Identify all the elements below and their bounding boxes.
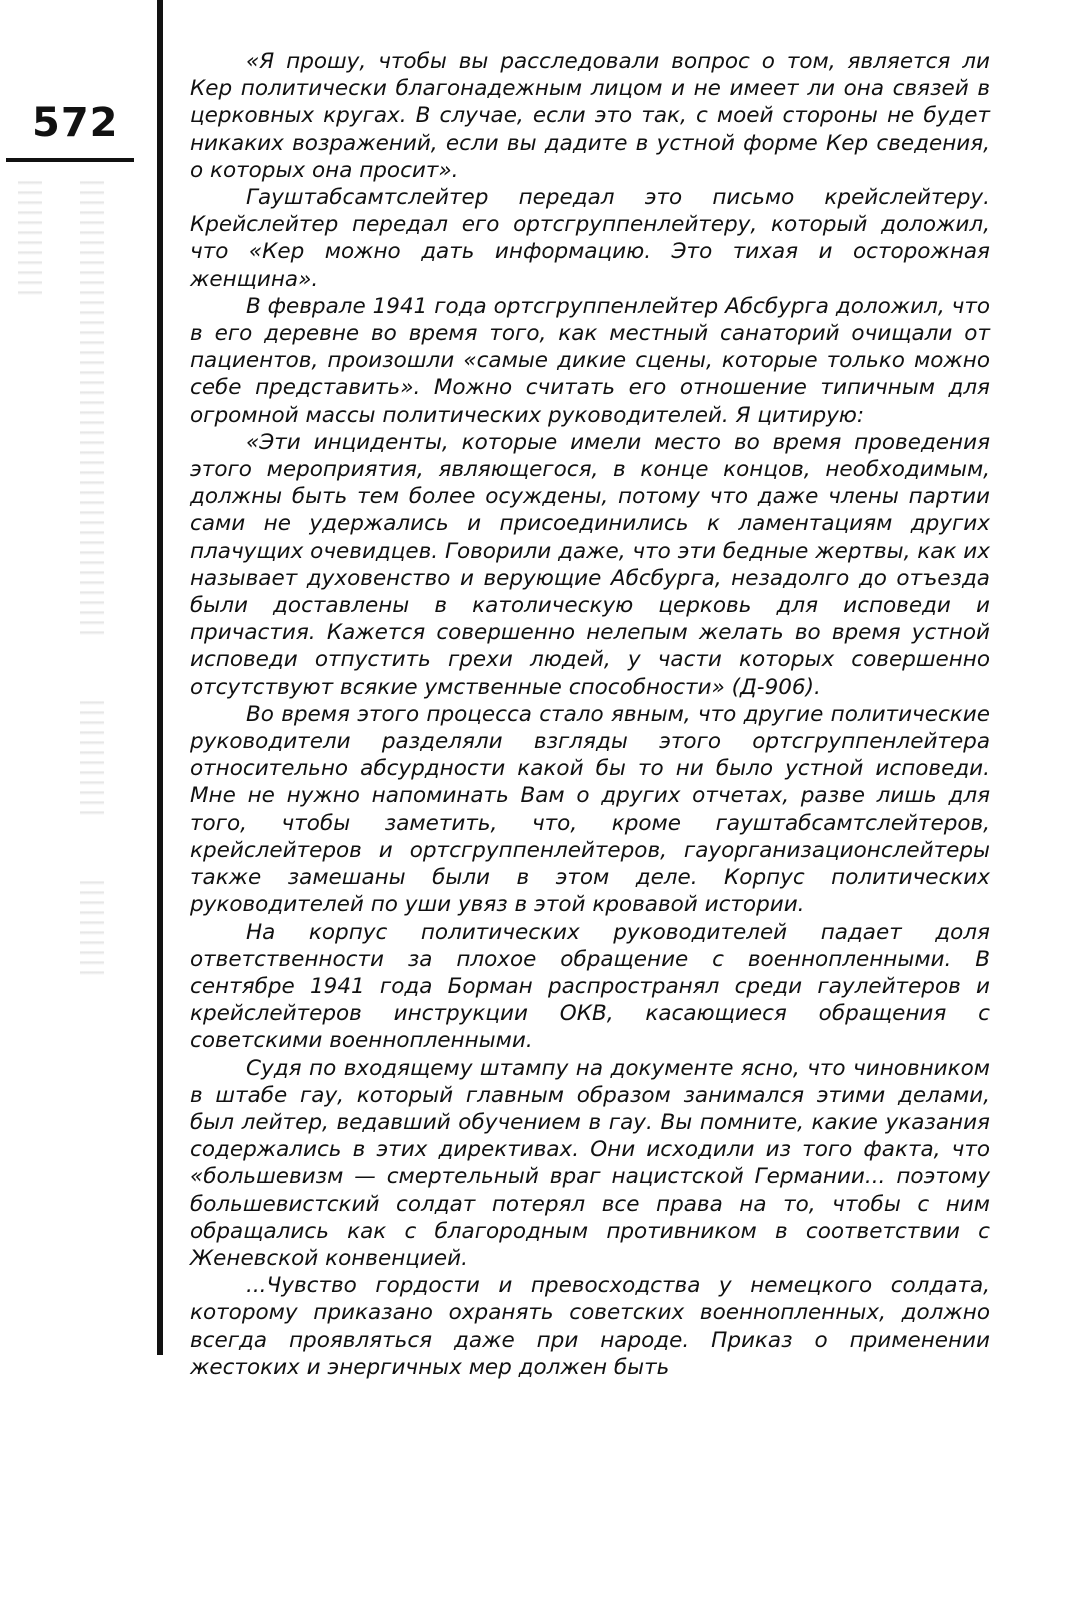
- paragraph: ...Чувство гордости и превосходства у немецкого солдата, которому приказано охранять советских военнопленных, должно всегда проявляться даже при народе. Приказ о применении жестоких и энергичных мер должен быть: [190, 1273, 990, 1380]
- bleed-column: [18, 175, 42, 295]
- bleed-column: [80, 695, 104, 815]
- paragraph: Судя по входящему штампу на документе ясно, что чиновником в штабе гау, который главным образом занимался этими делами, был лейтер, ведавший обучением в гау. Вы помните, какие указания содержались в этих директивах. Они исходили из того факта, что «большевизм — смертельный враг нацистской Германии... поэтому большевистский солдат потерял все права на то, чтобы с ним обращались как с благородным противником в соответствии с Женевской конвенцией.: [190, 1055, 990, 1271]
- margin-bleed-through: [18, 175, 138, 1025]
- paragraph: В феврале 1941 года ортсгруппенлейтер Абсбурга доложил, что в его деревне во время того, как местный санаторий очищали от пациентов, произошли «самые дикие сцены, которые только можно себе представить». Можно считать его отношение типичным для огромной массы политических руководителей. Я цитирую:: [190, 293, 990, 428]
- bleed-column: [80, 175, 104, 635]
- margin-rule: [157, 0, 163, 1355]
- paragraph: «Я прошу, чтобы вы расследовали вопрос о том, является ли Кер политически благонадежным лицом и не имеет ли она связей в церковных кругах. В случае, если это так, с моей стороны не будет никаких возражений, если вы дадите в устной форме Кер сведения, о которых она просит».: [190, 49, 990, 183]
- page-number: 572: [32, 100, 119, 146]
- paragraph: «Эти инциденты, которые имели место во время проведения этого мероприятия, являющегося, в конце концов, необходимым, должны быть тем более осуждены, потому что даже члены партии сами не удержались и присоединились к ламентациям других плачущих очевидцев. Говорили даже, что эти бедные жертвы, как их называет духовенство и верующие Абсбурга, незадолго до отъезда были доставлены в католическую церковь для исповеди и причастия. Кажется совершенно нелепым желать во время устной исповеди отпустить грехи людей, у части которых совершенно отсутствуют всякие умственные способности» (Д-906).: [190, 429, 990, 700]
- paragraph: Во время этого процесса стало явным, что другие политические руководители разделяли взгляды этого ортсгруппенлейтера относительно абсурдности какой бы то ни было устной исповеди. Мне не нужно напоминать Вам о других отчетах, разве лишь для того, чтобы заметить, что, кроме гауштабсамтслейтеров, крейслейтеров и ортсгруппенлейтеров, гауорганизационслейтеры также замешаны были в этом деле. Корпус политических руководителей по уши увяз в этой кровавой истории.: [190, 701, 990, 918]
- body-text: [190, 48, 990, 1381]
- paragraph: На корпус политических руководителей падает доля ответственности за плохое обращение с военнопленными. В сентябре 1941 года Борман распространял среди гаулейтеров и крейслейтеров инструкции ОКВ, касающиеся обращения с советскими военнопленными.: [190, 919, 990, 1054]
- paragraph: Гауштабсамтслейтер передал это письмо крейслейтеру. Крейслейтер передал его ортсгруппенлейтеру, который доложил, что «Кер можно дать информацию. Это тихая и осторожная женщина».: [190, 185, 990, 292]
- header-rule: [6, 158, 134, 162]
- bleed-column: [80, 875, 104, 975]
